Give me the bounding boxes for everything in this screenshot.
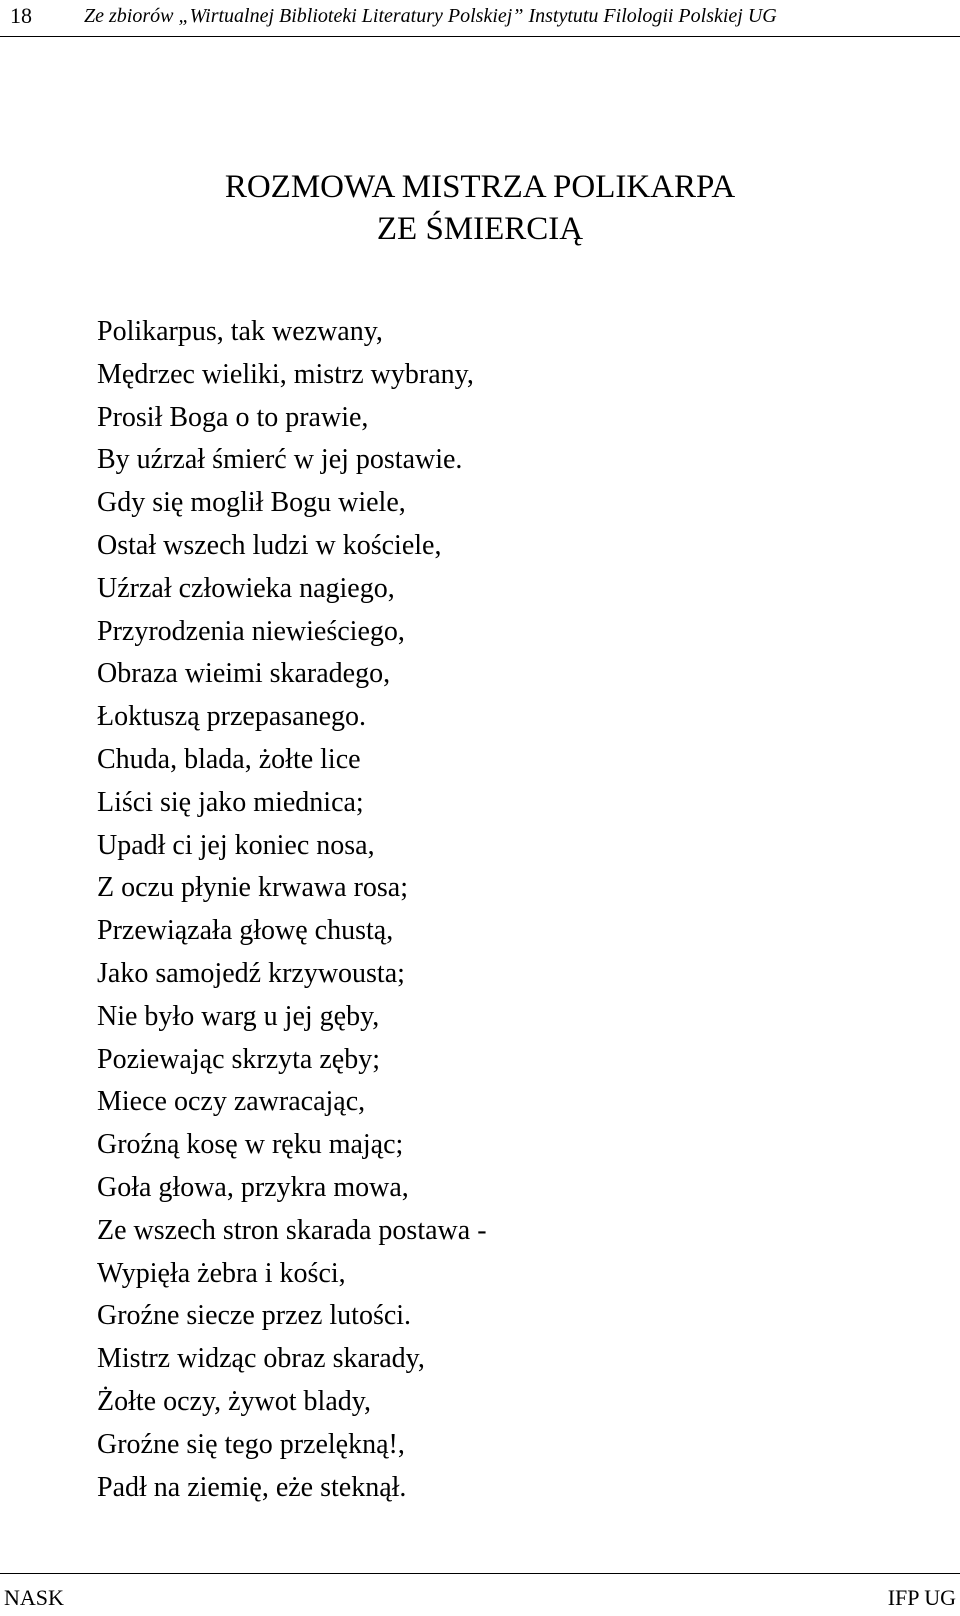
poem-line: Łoktuszą przepasanego. (97, 701, 366, 733)
footer-right-label: IFP UG (887, 1585, 956, 1610)
poem-line: Ostał wszech ludzi w kościele, (97, 529, 442, 561)
poem-line: Padł na ziemię, eże steknął. (97, 1471, 407, 1503)
poem-line: Przyrodzenia niewieściego, (97, 615, 405, 647)
poem-line: Żołte oczy, żywot blady, (97, 1385, 371, 1417)
poem-title-line-1: ROZMOWA MISTRZA POLIKARPA (224, 169, 736, 205)
poem-line: Obraza wieimi skaradego, (97, 658, 391, 690)
poem-line: Przewiązała głowę chustą, (97, 915, 394, 947)
poem-line: Wypięła żebra i kości, (97, 1257, 346, 1289)
poem-line: Groźne się tego przelękną!, (97, 1428, 405, 1460)
poem-line: Groźne siecze przez lutości. (97, 1300, 412, 1332)
poem-line: Uźrzał człowieka nagiego, (97, 572, 395, 604)
poem-line: Mistrz widząc obraz skarady, (97, 1343, 425, 1375)
poem-line: Upadł ci jej koniec nosa, (97, 829, 375, 861)
poem-body (97, 311, 487, 1509)
poem-line: By uźrzał śmierć w jej postawie. (97, 444, 463, 476)
poem-line: Prosił Boga o to prawie, (97, 401, 369, 433)
poem-line: Ze wszech stron skarada postawa - (97, 1214, 487, 1246)
poem-line: Poziewając skrzyta zęby; (97, 1043, 380, 1075)
poem-line: Polikarpus, tak wezwany, (97, 316, 383, 347)
header-title: Ze zbiorów „Wirtualnej Biblioteki Literatury Polskiej” Instytutu Filologii Polskiej UG (84, 5, 777, 27)
poem-line: Gdy się moglił Bogu wiele, (97, 487, 406, 519)
poem-line: Miece oczy zawracając, (97, 1086, 366, 1118)
footer-left-label: NASK (4, 1585, 64, 1610)
poem-line: Goła głowa, przykra mowa, (97, 1171, 409, 1203)
poem-title-line-2: ZE ŚMIERCIĄ (376, 211, 584, 247)
poem-line: Liści się jako miednica; (97, 786, 364, 818)
poem-line: Mędrzec wieliki, mistrz wybrany, (97, 358, 474, 390)
page-footer (0, 1573, 960, 1616)
poem-line: Nie było warg u jej gęby, (97, 1000, 380, 1032)
page-header (0, 0, 960, 37)
poem-line: Jako samojedź krzywousta; (97, 957, 405, 989)
poem-line: Groźną kosę w ręku mając; (97, 1129, 404, 1161)
poem-line: Z oczu płynie krwawa rosa; (97, 872, 408, 904)
page-number: 18 (10, 3, 32, 28)
poem-line: Chuda, blada, żołte lice (97, 743, 361, 775)
